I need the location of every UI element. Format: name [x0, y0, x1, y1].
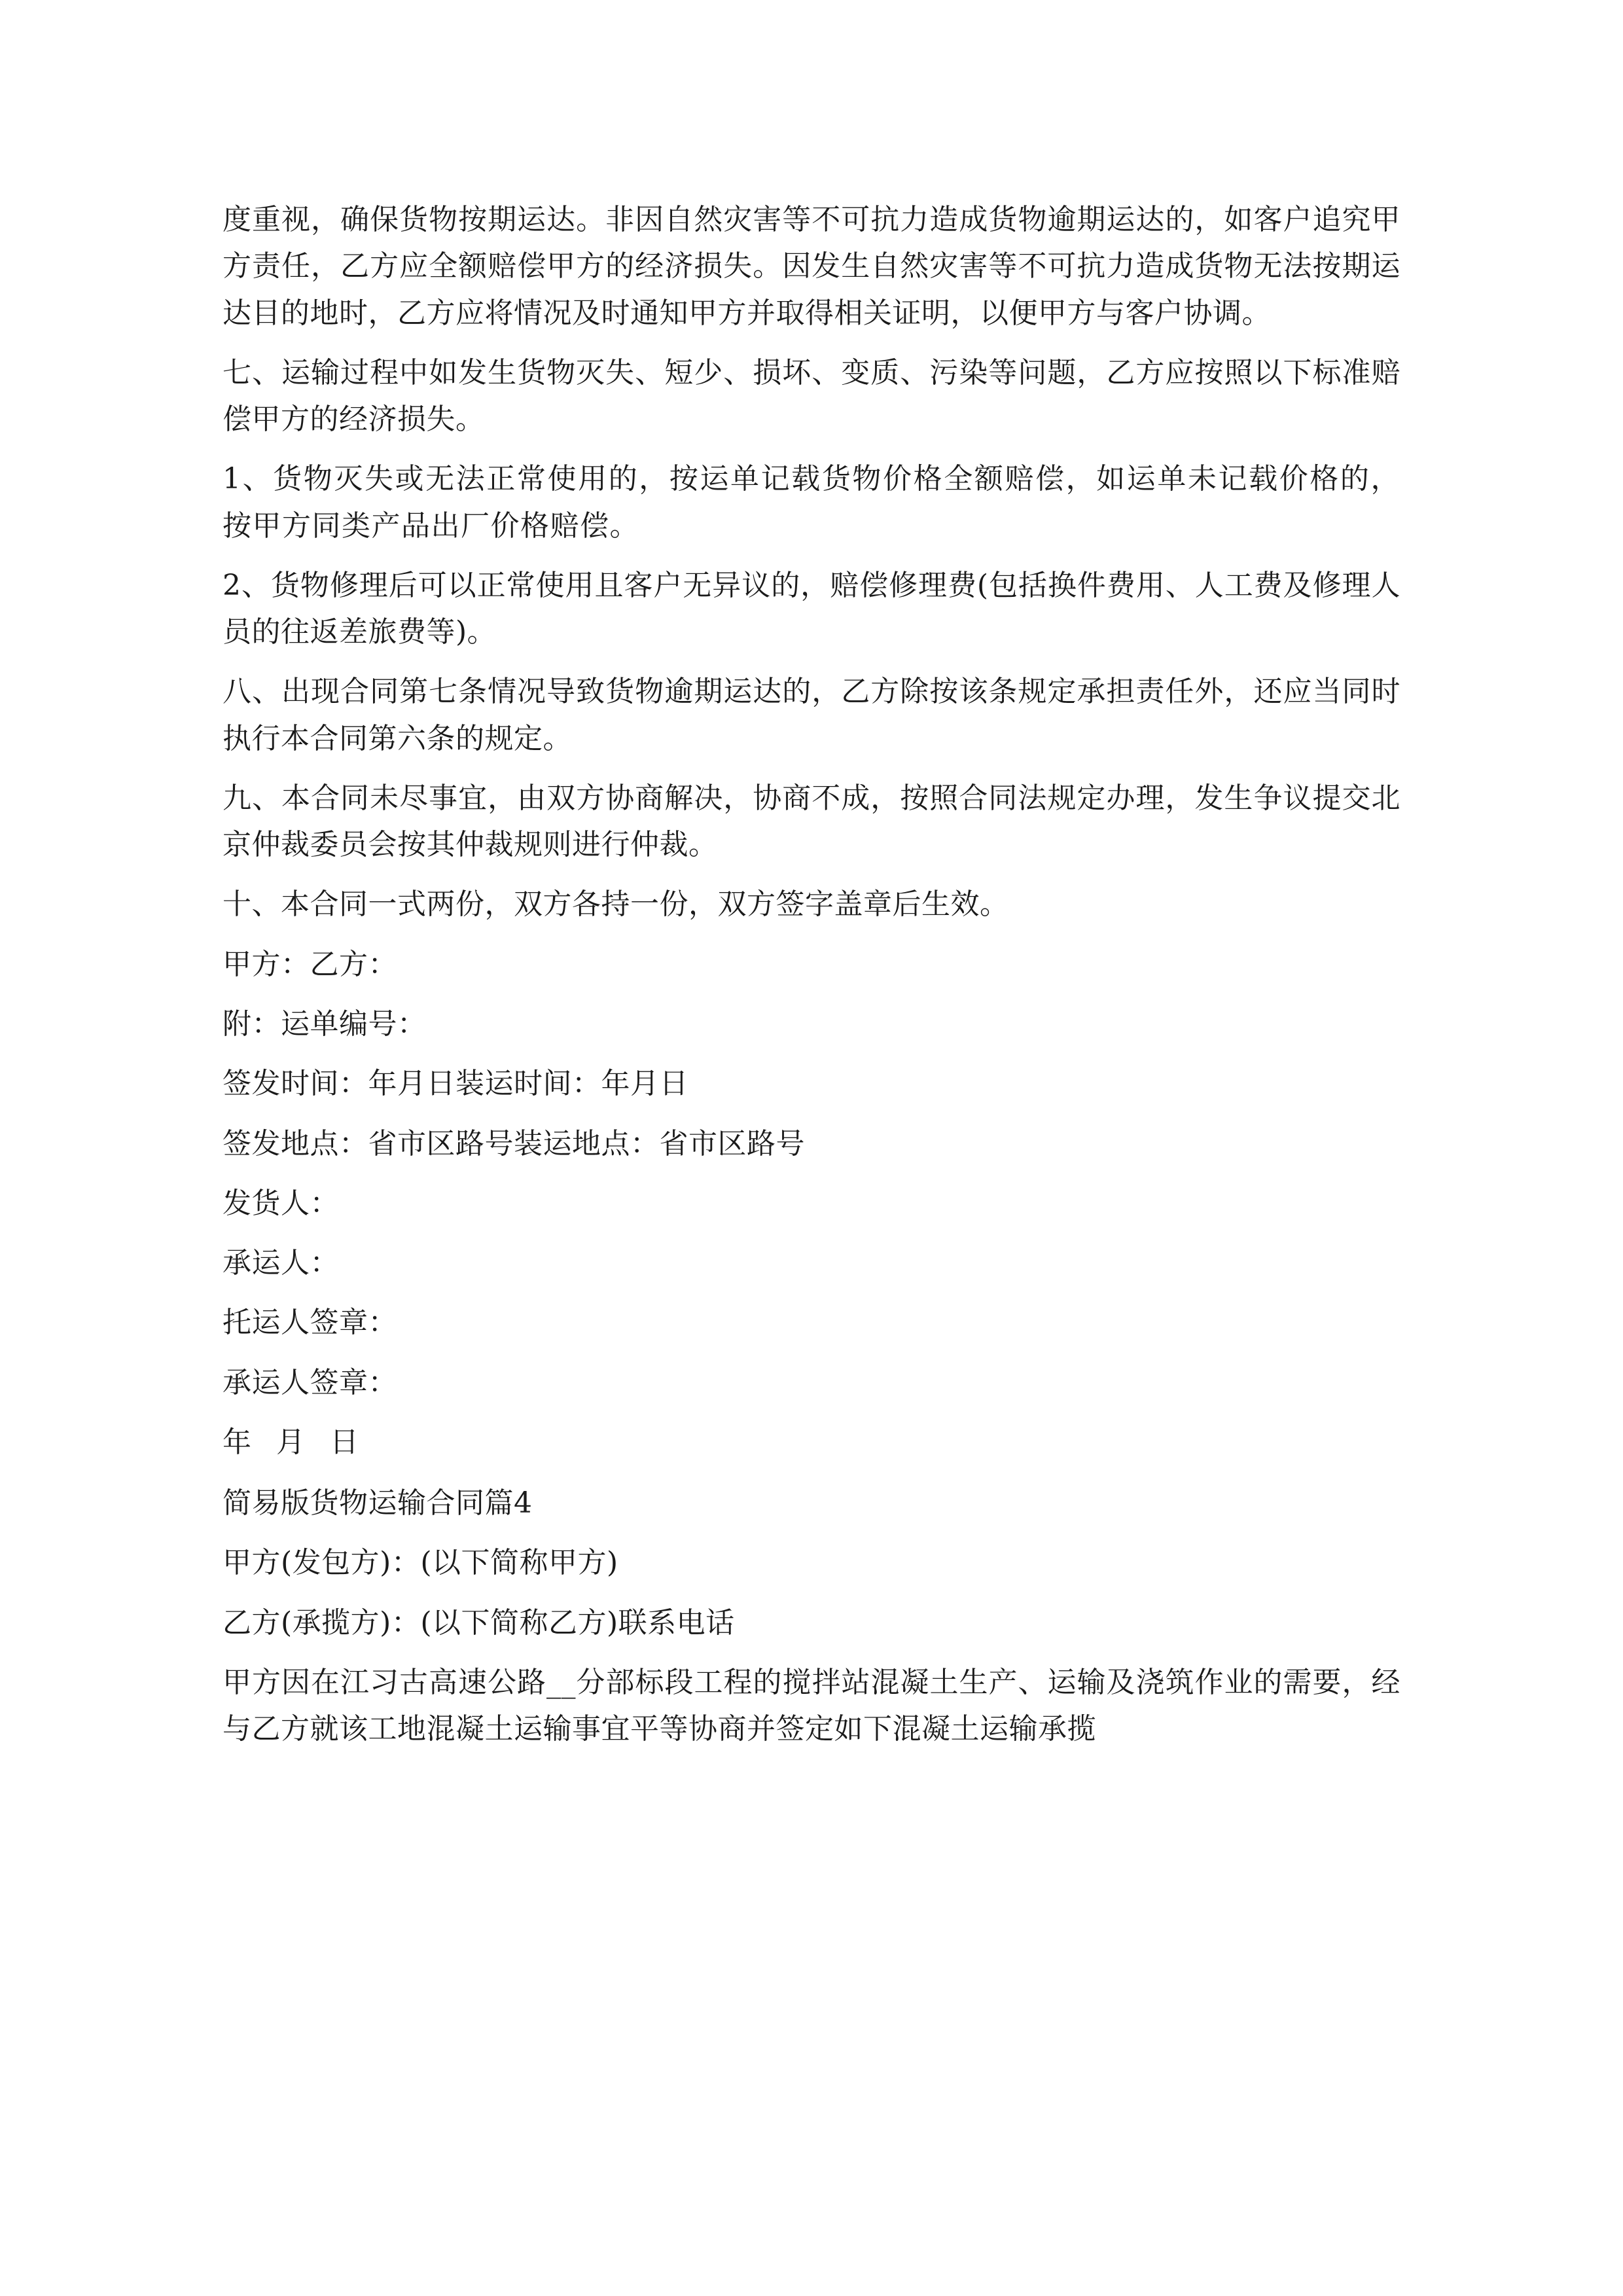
paragraph-clause-10: 十、本合同一式两份，双方各持一份，双方签字盖章后生效。 — [223, 888, 1009, 922]
section-heading-contract-4: 简易版货物运输合同篇4 — [223, 1486, 533, 1520]
paragraph-clause-8: 八、出现合同第七条情况导致货物逾期运达的，乙方除按该条规定承担责任外，还应当同时执行本合同第六条的规定。 — [223, 675, 1400, 755]
issue-and-shipping-time-line: 签发时间：年月日装运时间：年月日 — [223, 1067, 688, 1101]
party-a-line: 甲方(发包方)：(以下简称甲方) — [223, 1546, 618, 1580]
consignor-seal-line: 托运人签章： — [223, 1306, 397, 1340]
paragraph-clause-7-item-2: 2、货物修理后可以正常使用且客户无异议的，赔偿修理费(包括换件费用、人工费及修理人员的往返差旅费等)。 — [223, 568, 1400, 649]
signature-parties-line: 甲方：乙方： — [223, 947, 397, 981]
paragraph-clause-7: 七、运输过程中如发生货物灭失、短少、损坏、变质、污染等问题，乙方应按照以下标准赔偿甲方的经济损失。 — [223, 355, 1400, 437]
shipper-line: 发货人： — [223, 1186, 339, 1220]
attachment-waybill-number-line: 附：运单编号： — [223, 1007, 427, 1041]
date-blank-line: 年 月 日 — [223, 1425, 366, 1459]
party-b-line: 乙方(承揽方)：(以下简称乙方)联系电话 — [223, 1605, 735, 1640]
carrier-line: 承运人： — [223, 1246, 339, 1280]
carrier-seal-line: 承运人签章： — [223, 1365, 397, 1399]
paragraph-clause-7-item-1: 1、货物灭失或无法正常使用的，按运单记载货物价格全额赔偿，如运单未记载价格的，按甲方同类产品出厂价格赔偿。 — [223, 462, 1400, 543]
paragraph-continuation: 度重视，确保货物按期运达。非因自然灾害等不可抗力造成货物逾期运达的，如客户追究甲方责任，乙方应全额赔偿甲方的经济损失。因发生自然灾害等不可抗力造成货物无法按期运达目的地时，乙方应将情况及时通知甲方并取得相关证明，以便甲方与客户协调。 — [223, 203, 1400, 330]
paragraph-clause-9: 九、本合同未尽事宜，由双方协商解决，协商不成，按照合同法规定办理，发生争议提交北京仲裁委员会按其仲裁规则进行仲裁。 — [223, 781, 1400, 862]
paragraph-preamble-contract-4: 甲方因在江习古高速公路__分部标段工程的搅拌站混凝土生产、运输及浇筑作业的需要，经与乙方就该工地混凝土运输事宜平等协商并签定如下混凝土运输承揽 — [223, 1665, 1400, 1746]
issue-and-shipping-place-line: 签发地点：省市区路号装运地点：省市区路号 — [223, 1126, 805, 1160]
document-body — [223, 196, 1400, 1752]
